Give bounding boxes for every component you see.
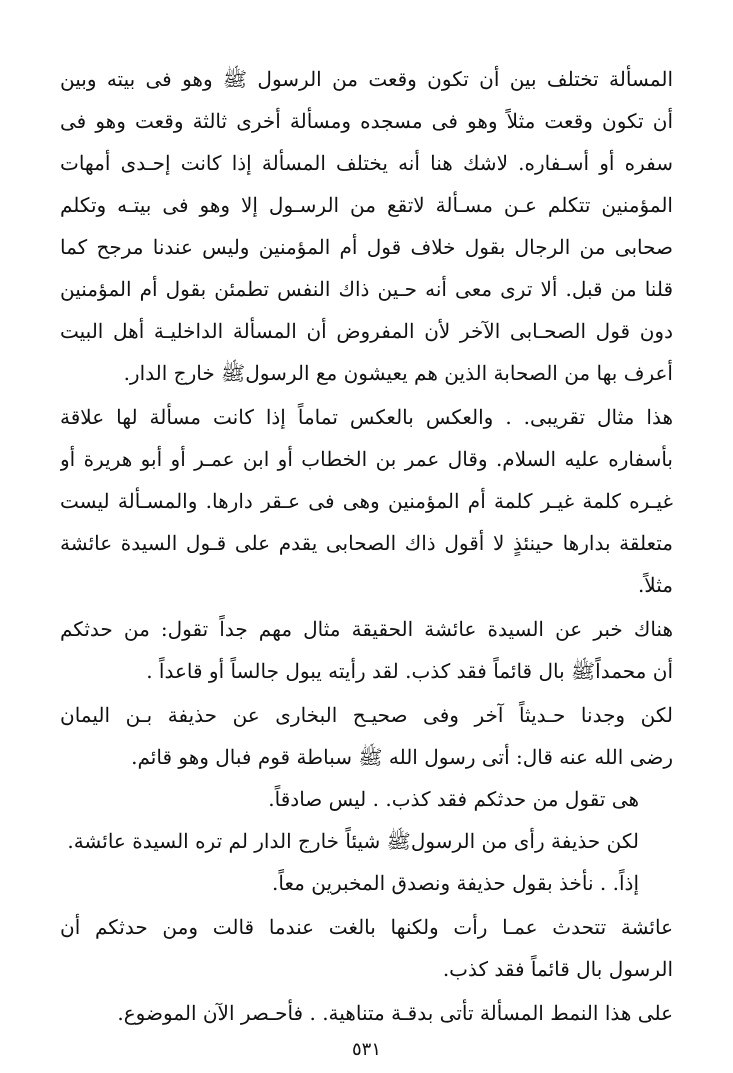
page-number: ٥٣١ — [351, 1039, 381, 1060]
text-line: أن محمداًﷺ بال قائماً فقد كذب. لقد رأيته يبول جالساً أو قاعداً . — [146, 659, 673, 683]
text-line: سفره أو أسـفاره. لاشك هنا أنه يختلف المسألة إذا كانت إحـدى أمهات — [60, 151, 673, 175]
text-line: غيـره كلمة غيـر كلمة أم المؤمنين وهى فى عـقر دارها. والمسـألة ليست — [60, 489, 673, 513]
text-line: قلنا من قبل. ألا ترى معى أنه حـين ذاك النفس تطمئن بقول أم المؤمنين — [60, 277, 673, 301]
text-line: الرسول بال قائماً فقد كذب. — [442, 957, 673, 981]
text-line: مثلاً. — [637, 573, 673, 597]
text-line: المسألة تختلف بين أن تكون وقعت من الرسول ﷺ وهو فى بيته وبين — [60, 67, 673, 91]
text-line: عائشة تتحدث عمـا رأت ولكنها بالغت عندما قالت ومن حدثكم أن — [60, 915, 673, 939]
text-line: صحابى من الرجال بقول خلاف قول أم المؤمنين وليس عندنا مرجح كما — [60, 235, 673, 259]
text-line: إذاً. . نأخذ بقول حذيفة ونصدق المخبرين معاً. — [272, 871, 639, 895]
text-line: هناك خبر عن السيدة عائشة الحقيقة مثال مهم جداً تقول: من حدثكم — [60, 617, 673, 641]
text-line: متعلقة بدارها حينئذٍ لا أقول ذاك الصحابى يقدم على قـول السيدة عائشة — [60, 531, 673, 555]
text-line: أعرف بها من الصحابة الذين هم يعيشون مع الرسولﷺ خارج الدار. — [123, 361, 673, 385]
text-line: دون قول الصحـابى الآخر لأن المفروض أن المسألة الداخليـة أهل البيت — [60, 319, 673, 343]
text-line: هذا مثال تقريبى. . والعكس بالعكس تماماً إذا كانت مسألة لها علاقة — [60, 405, 673, 429]
text-line: هى تقول من حدثكم فقد كذب. . ليس صادقاً. — [268, 787, 639, 811]
text-line: المؤمنين تتكلم عـن مسـألة لاتقع من الرسـول إلا وهو فى بيتـه وتكلم — [60, 193, 673, 217]
text-line: على هذا النمط المسألة تأتى بدقـة متناهية. . فأحـصر الآن الموضوع. — [117, 1001, 673, 1025]
text-line: بأسفاره عليه السلام. وقال عمر بن الخطاب أو ابن عمـر أو أبو هريرة أو — [60, 447, 673, 471]
text-line: لكن وجدنا حـديثاً آخر وفى صحيـح البخارى عن حذيفة بـن اليمان — [60, 703, 673, 727]
text-line: أن تكون وقعت مثلاً وهو فى مسجده ومسألة أخرى ثالثة وقعت وهو فى — [60, 109, 673, 133]
text-line: رضى الله عنه قال: أتى رسول الله ﷺ سباطة قوم فبال وهو قائم. — [131, 745, 673, 769]
text-line: لكن حذيفة رأى من الرسولﷺ شيئاً خارج الدار لم تره السيدة عائشة. — [67, 829, 639, 853]
